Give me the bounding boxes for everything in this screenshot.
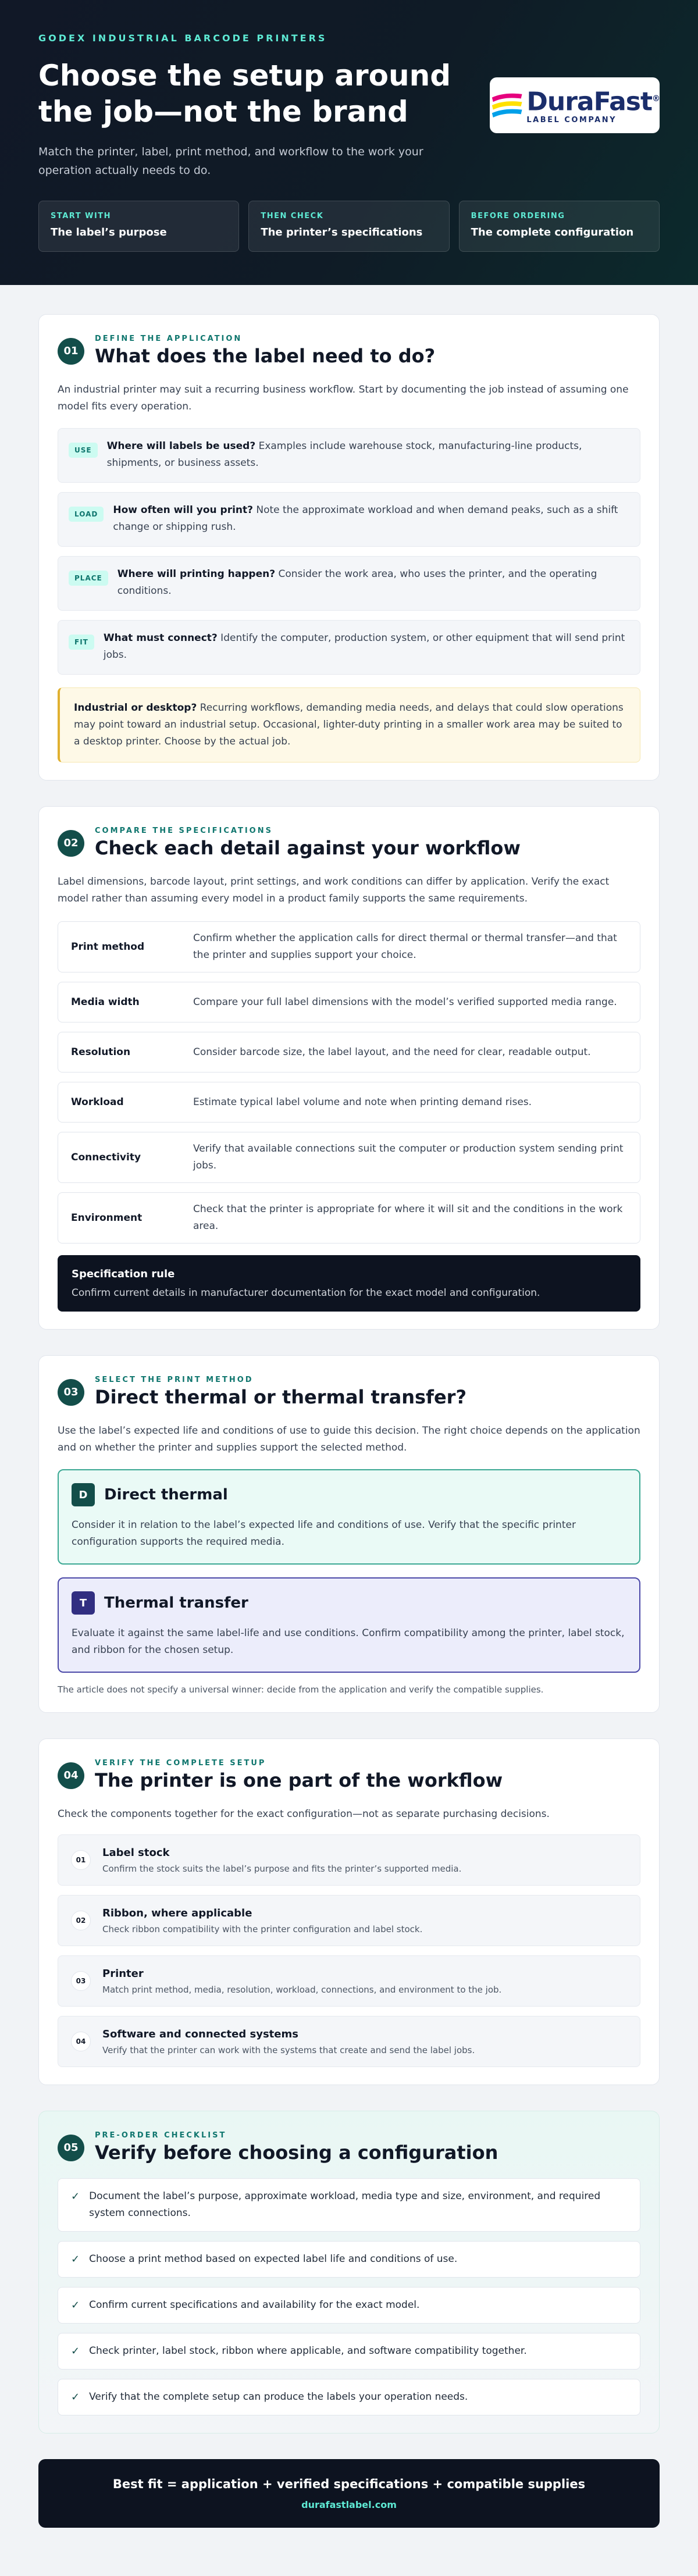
logo-company: LABEL COMPANY [526, 116, 617, 125]
checkmark-icon: ✓ [71, 2253, 80, 2265]
component-number: 03 [71, 1971, 91, 1991]
section-number-badge: 03 [58, 1379, 84, 1406]
footer-banner [38, 2459, 660, 2528]
step-kicker: BEFORE ORDERING [471, 212, 565, 220]
industrial-vs-desktop-callout [58, 687, 640, 763]
rule-text: Confirm current details in manufacturer documentation for the exact model and configuration. [72, 1287, 540, 1299]
component-title: Printer [102, 1967, 144, 1980]
thermal-transfer-option [58, 1577, 640, 1673]
step-kicker: START WITH [51, 212, 112, 220]
component-desc: Match print method, media, resolution, workload, connections, and environment to the job. [102, 1984, 502, 1995]
checkmark-icon: ✓ [71, 2391, 80, 2403]
section-kicker: SELECT THE PRINT METHOD [95, 1376, 254, 1384]
component-item [58, 1955, 640, 2007]
section-kicker: VERIFY THE COMPLETE SETUP [95, 1759, 266, 1768]
callout-heading: Industrial or desktop? [74, 702, 197, 714]
hero-subtitle: Match the printer, label, print method, and workflow to the work your operation actually needs to do. [38, 145, 423, 177]
spec-desc: Compare your full label dimensions with the model’s verified supported media range. [193, 996, 617, 1008]
spec-desc: Confirm whether the application calls for direct thermal or thermal transfer—and that the printer and supplies support your choice. [193, 932, 617, 961]
method-text: Consider it in relation to the label’s expected life and conditions of use. Verify that the specific printer configuration supports the required media. [72, 1519, 576, 1548]
spec-row [58, 1192, 640, 1244]
question-tag: LOAD [69, 507, 104, 522]
component-desc: Verify that the printer can work with the systems that create and send the label jobs. [102, 2044, 475, 2055]
section-number-badge: 05 [58, 2135, 84, 2161]
component-number: 02 [71, 1911, 91, 1930]
method-title: Direct thermal [104, 1486, 228, 1503]
checklist [58, 2178, 640, 2415]
section-number-badge: 02 [58, 830, 84, 857]
section-header [58, 1759, 640, 1792]
step-label: The label’s purpose [51, 226, 167, 238]
section-kicker: PRE-ORDER CHECKLIST [95, 2131, 227, 2140]
component-title: Label stock [102, 1846, 170, 1859]
hero-step [248, 201, 449, 252]
section-print-method [38, 1355, 660, 1713]
section-intro: An industrial printer may suit a recurring business workflow. Start by documenting the job instead of assuming one model fits every operation. [58, 384, 629, 412]
checklist-text: Check printer, label stock, ribbon where applicable, and software compatibility together. [89, 2345, 527, 2357]
method-badge: D [72, 1483, 95, 1506]
section-header [58, 2131, 640, 2164]
footer-website-link[interactable]: durafastlabel.com [301, 2499, 397, 2510]
section-title: What does the label need to do? [95, 345, 436, 367]
section-note: The article does not specify a universal winner: decide from the application and verify the compatible supplies. [58, 1684, 544, 1695]
checkmark-icon: ✓ [71, 2345, 80, 2357]
question-list [58, 428, 640, 675]
component-desc: Check ribbon compatibility with the printer configuration and label stock. [102, 1923, 423, 1934]
question-item [58, 556, 640, 611]
spec-name: Media width [71, 996, 140, 1008]
durafast-logo [490, 77, 660, 133]
question-heading: How often will you print? [113, 504, 253, 516]
direct-thermal-option [58, 1469, 640, 1565]
method-header [72, 1483, 626, 1506]
spec-name: Environment [71, 1212, 143, 1224]
section-title: The printer is one part of the workflow [95, 1769, 503, 1791]
question-text [104, 630, 629, 664]
checklist-item [58, 2178, 640, 2232]
spec-table [58, 921, 640, 1244]
page-title: Choose the setup around the job—not the brand [38, 59, 451, 129]
logo-brand-dura: Dura [526, 87, 594, 117]
question-item [58, 492, 640, 547]
component-list [58, 1834, 640, 2067]
section-header [58, 826, 640, 860]
section-intro: Check the components together for the exact configuration—not as separate purchasing decisions. [58, 1808, 550, 1820]
question-tag: FIT [69, 635, 94, 650]
question-body: Note the approximate workload and when demand peaks, such as a shift change or shipping rush. [113, 504, 618, 533]
checklist-text: Verify that the complete setup can produce the labels your operation needs. [89, 2391, 468, 2403]
checklist-item [58, 2379, 640, 2415]
checkmark-icon: ✓ [71, 2299, 80, 2311]
spec-desc: Verify that available connections suit the computer or production system sending print jobs. [193, 1143, 624, 1171]
question-tag: USE [69, 443, 98, 458]
method-text: Evaluate it against the same label-life and use conditions. Confirm compatibility among the printer, label stock, and ribbon for the chosen setup. [72, 1627, 625, 1656]
question-heading: Where will printing happen? [117, 568, 276, 580]
question-text [117, 566, 629, 600]
component-item [58, 1834, 640, 1886]
question-text [113, 502, 629, 536]
component-item [58, 2016, 640, 2067]
component-desc: Confirm the stock suits the label’s purpose and fits the printer’s supported media. [102, 1863, 462, 1874]
question-tag: PLACE [69, 571, 108, 586]
section-compare-specs [38, 806, 660, 1330]
hero-step [459, 201, 660, 252]
section-number-badge: 04 [58, 1762, 84, 1789]
spec-row [58, 921, 640, 972]
checklist-text: Choose a print method based on expected label life and conditions of use. [89, 2253, 458, 2265]
callout-body: Recurring workflows, demanding media needs, and delays that could slow operations may point toward an industrial setup. Occasional, lighter-duty printing in a smaller work area may be suited to a desktop printer. Choose by the actual job. [74, 702, 624, 747]
question-item [58, 620, 640, 675]
section-pre-order-checklist [38, 2111, 660, 2434]
question-text [107, 438, 629, 472]
section-header [58, 334, 640, 368]
question-body: Identify the computer, production system, or other equipment that will send print jobs. [103, 632, 625, 661]
question-heading: Where will labels be used? [106, 440, 256, 452]
section-kicker: DEFINE THE APPLICATION [95, 334, 243, 343]
specification-rule-box [58, 1255, 640, 1312]
hero-steps [38, 201, 660, 252]
section-intro: Use the label’s expected life and conditions of use to guide this decision. The right choice depends on the application and on whether the printer and supplies support the selected method. [58, 1425, 640, 1453]
logo-brand-fast: Fast [593, 87, 652, 117]
checklist-text: Document the label’s purpose, approximate workload, media type and size, environment, and required system connections. [89, 2190, 601, 2219]
section-define-application [38, 314, 660, 781]
checklist-item [58, 2333, 640, 2370]
method-badge: T [72, 1591, 95, 1615]
footer-title: Best fit = application + verified specifications + compatible supplies [112, 2477, 586, 2491]
section-header [58, 1376, 640, 1409]
spec-desc: Consider barcode size, the label layout, and the need for clear, readable output. [193, 1046, 591, 1058]
hero-step [38, 201, 239, 252]
rule-title: Specification rule [72, 1268, 175, 1280]
component-item [58, 1895, 640, 1946]
method-title: Thermal transfer [104, 1594, 248, 1612]
hero-eyebrow: GODEX INDUSTRIAL BARCODE PRINTERS [38, 33, 327, 44]
spec-name: Workload [71, 1096, 124, 1108]
main-content [0, 285, 698, 2528]
checkmark-icon: ✓ [71, 2190, 80, 2203]
hero-banner [0, 0, 698, 285]
question-body: Examples include warehouse stock, manufacturing-line products, shipments, or business assets. [106, 440, 582, 469]
method-header [72, 1591, 626, 1615]
spec-name: Resolution [71, 1046, 131, 1058]
step-label: The printer’s specifications [261, 226, 423, 238]
logo-brand [526, 86, 660, 115]
spec-name: Print method [71, 941, 145, 953]
component-number: 04 [71, 2032, 91, 2051]
spec-row [58, 982, 640, 1022]
component-title: Software and connected systems [102, 2028, 298, 2040]
logo-stripes-icon [490, 89, 524, 122]
spec-row [58, 1082, 640, 1123]
section-complete-setup [38, 1738, 660, 2085]
checklist-text: Confirm current specifications and availability for the exact model. [89, 2299, 420, 2311]
question-heading: What must connect? [103, 632, 218, 644]
spec-name: Connectivity [71, 1152, 141, 1163]
section-title: Check each detail against your workflow [95, 837, 521, 859]
logo-registered: ® [652, 94, 660, 104]
step-label: The complete configuration [471, 226, 634, 238]
section-title: Direct thermal or thermal transfer? [95, 1386, 467, 1408]
question-item [58, 428, 640, 483]
component-title: Ribbon, where applicable [102, 1907, 252, 1919]
section-intro: Label dimensions, barcode layout, print settings, and work conditions can differ by application. Verify the exact model rather than assuming every model in a product family supports the same requirements. [58, 876, 610, 904]
question-body: Consider the work area, who uses the printer, and the operating conditions. [117, 568, 597, 597]
section-title: Verify before choosing a configuration [95, 2142, 498, 2164]
checklist-item [58, 2287, 640, 2324]
spec-desc: Estimate typical label volume and note when printing demand rises. [193, 1096, 532, 1108]
spec-desc: Check that the printer is appropriate for where it will sit and the conditions in the work area. [193, 1203, 623, 1232]
checklist-item [58, 2241, 640, 2278]
step-kicker: THEN CHECK [261, 212, 324, 220]
spec-row [58, 1032, 640, 1073]
component-number: 01 [71, 1850, 91, 1870]
section-kicker: COMPARE THE SPECIFICATIONS [95, 826, 273, 835]
section-number-badge: 01 [58, 338, 84, 365]
spec-row [58, 1132, 640, 1183]
